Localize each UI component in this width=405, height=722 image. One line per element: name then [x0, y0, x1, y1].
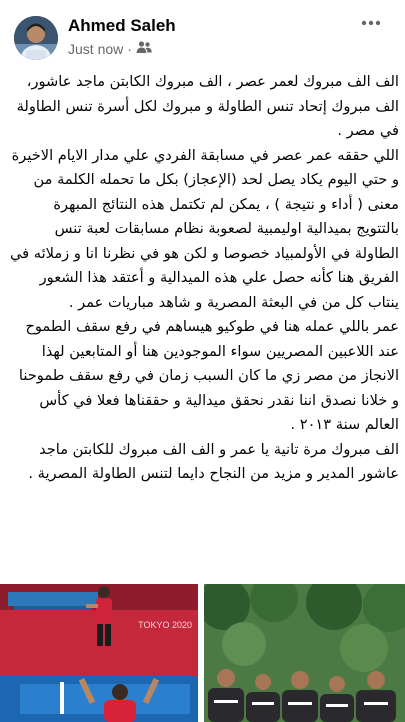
post-photos	[0, 584, 405, 722]
post-meta	[68, 40, 152, 57]
more-options-icon[interactable]	[357, 12, 385, 34]
post-body	[10, 70, 399, 487]
friends-icon[interactable]	[136, 40, 152, 57]
post-paragraph: اللي حققه عمر عصر في مسابقة الفردي علي مدار الايام الاخيرة و حتي اليوم يكاد يصل لحد (الإعجاز) بكل ما تحمله الكلمة من معنى ( أداء و نتيجة ) ، يمكن لم تكتمل هذه النتائج المبهرة بالتتويج بميدالية اوليمبية لصعوبة نظام مسابقات لعبة تنس الطاولة في الأولمبياد خصوصا و لكن هو في نظرنا انا و زملائه في الفريق هنا كأنه حصل علي هذه الميدالية و أعتقد هذا الشعور ينتاب كل من في البعثة المصرية و شاهد مباريات عمر .	[9, 146, 399, 311]
post-timestamp[interactable]: Just now	[68, 40, 124, 57]
team-photo[interactable]	[204, 584, 405, 722]
post-paragraph: الف مبروك مرة تانية يا عمر و الف الف مبروك للكابتن ماجد عاشور المدير و مزيد من النجاح دايما لتنس الطاولة المصرية .	[28, 440, 399, 482]
post-paragraph: الف الف مبروك لعمر عصر ، الف مبروك الكابتن ماجد عاشور، الف مبروك إتحاد تنس الطاولة و مبروك لكل أسرة تنس الطاولة في مصر .	[16, 73, 399, 139]
post-paragraph: عمر باللي عمله هنا في طوكيو هيساهم في رفع سقف الطموح عند اللاعبين المصريين سواء الموجودين هنا أو المتابعين لهذا الانجاز من مصر زي ما كان السبب زمان في رفع سقف طموحنا و خلانا نصدق اننا نقدر نحقق ميدالية و حققناها فعلا في كأس العالم سنة ٢٠١٣ .	[18, 318, 399, 433]
table-tennis-match-photo[interactable]	[0, 584, 198, 722]
author-name[interactable]: Ahmed Saleh	[68, 16, 176, 35]
tokyo-banner-text: TOKYO 2020	[138, 620, 192, 630]
post-header	[0, 0, 405, 62]
author-avatar[interactable]	[14, 16, 58, 60]
meta-separator: ·	[127, 40, 132, 57]
